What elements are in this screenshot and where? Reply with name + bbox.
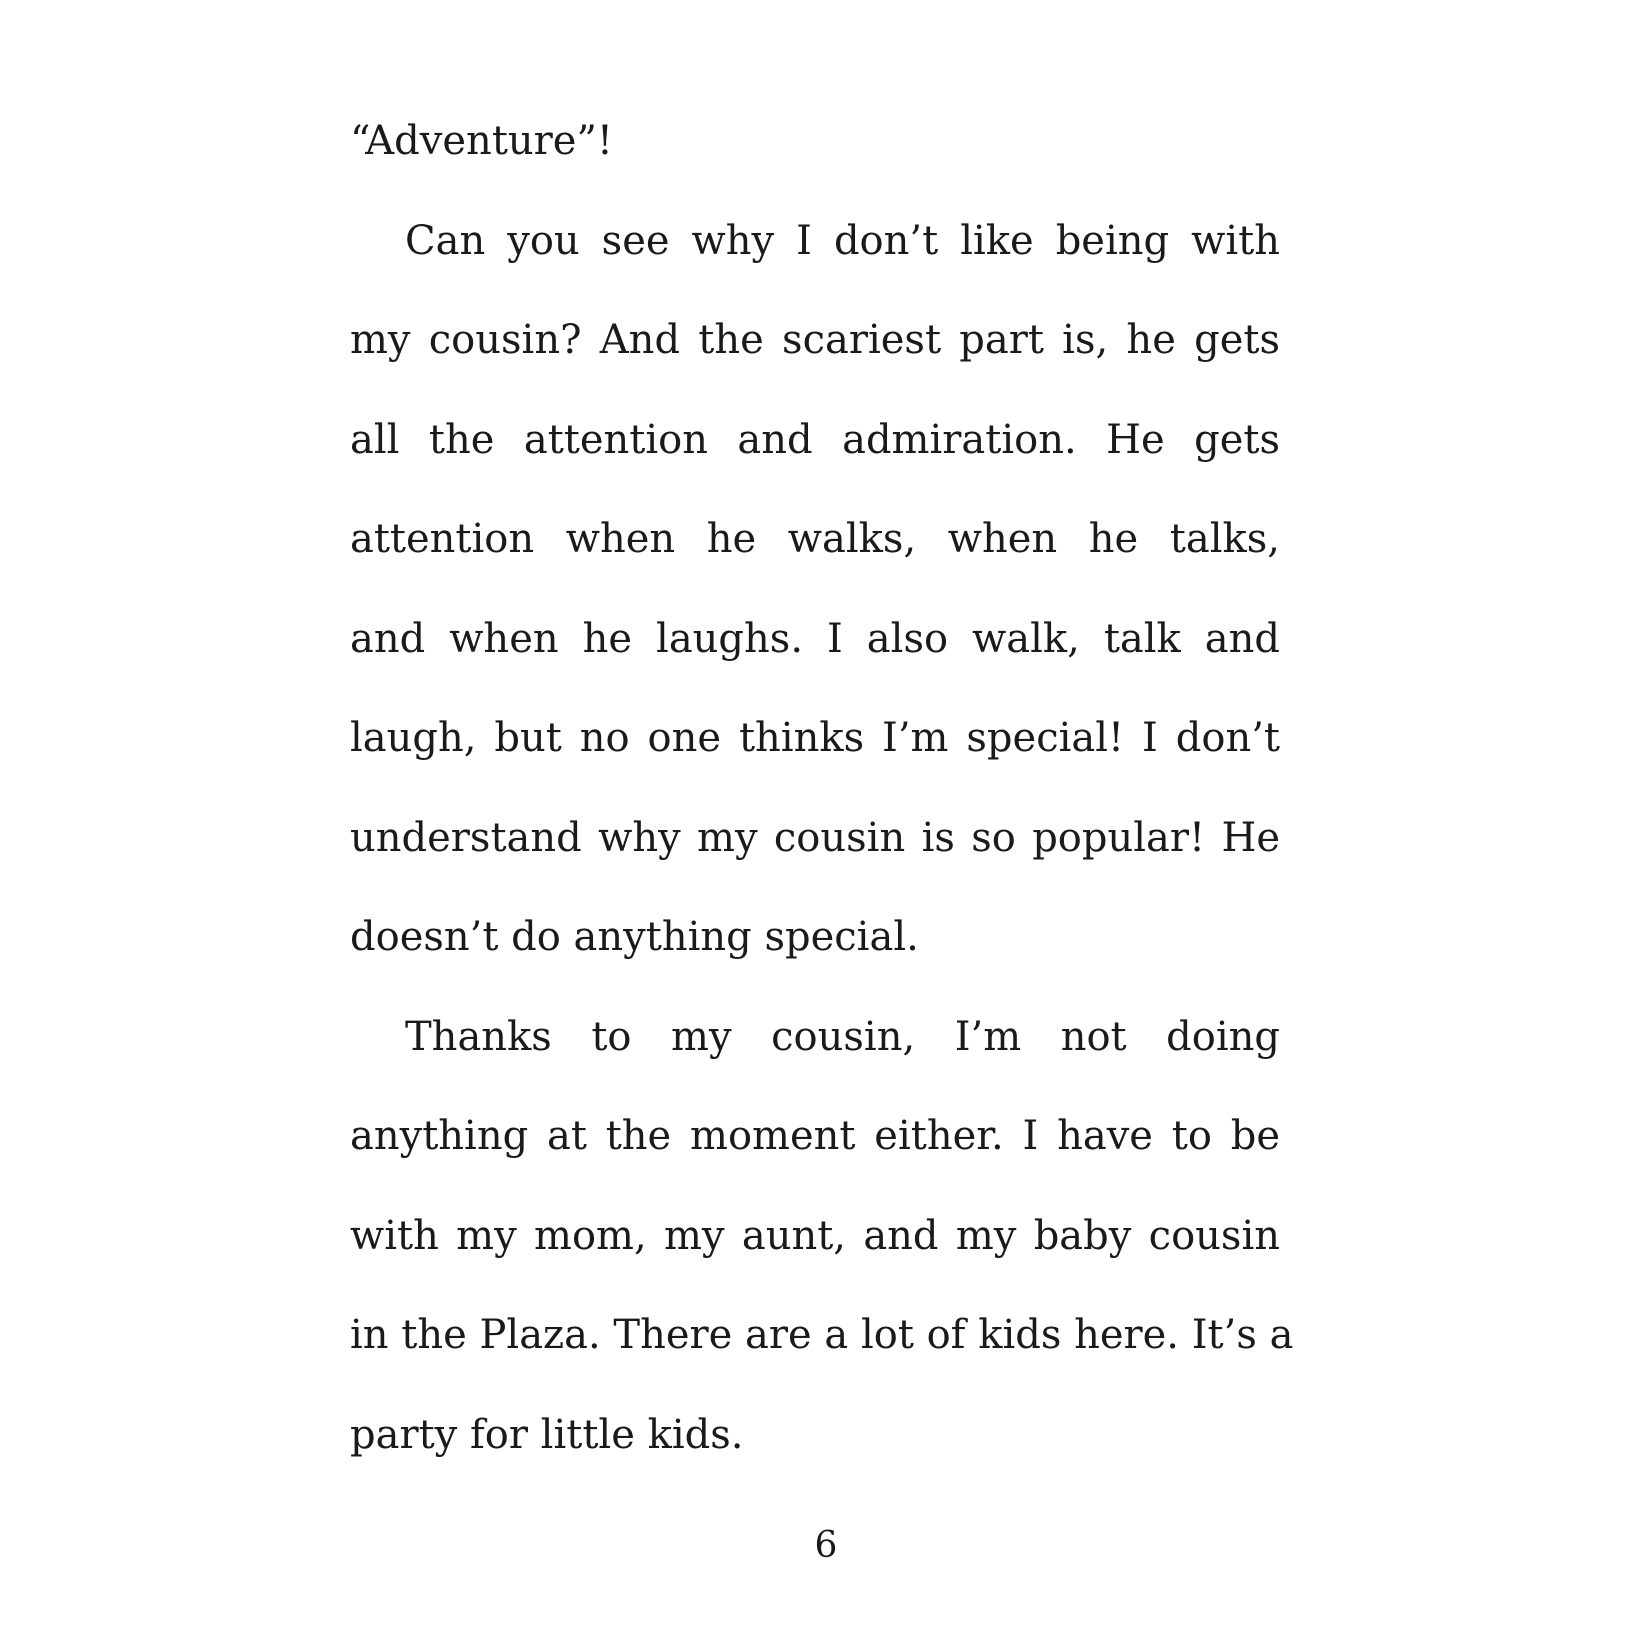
- text-line: Can you see why I don’t like being with: [405, 217, 1280, 264]
- text-line: “Adventure”!: [350, 118, 613, 164]
- text-line: and when he laughs. I also walk, talk and: [350, 615, 1280, 662]
- text-line: attention when he walks, when he talks,: [350, 516, 1280, 562]
- text-line: understand why my cousin is so popular! He: [350, 814, 1280, 861]
- text-line: all the attention and admiration. He gets: [350, 416, 1280, 463]
- text-line: doesn’t do anything special.: [350, 914, 919, 960]
- text-line: my cousin? And the scariest part is, he gets: [350, 317, 1280, 363]
- text-line: laugh, but no one thinks I’m special! I don’t: [350, 715, 1280, 761]
- text-line: with my mom, my aunt, and my baby cousin: [350, 1212, 1280, 1259]
- page-number: 6: [814, 1525, 838, 1566]
- text-line: in the Plaza. There are a lot of kids here. It’s a: [350, 1312, 1294, 1358]
- text-line: party for little kids.: [350, 1411, 744, 1458]
- text-line: Thanks to my cousin, I’m not doing: [405, 1013, 1280, 1060]
- body-text: [350, 92, 1294, 1485]
- text-line: anything at the moment either. I have to be: [350, 1113, 1280, 1159]
